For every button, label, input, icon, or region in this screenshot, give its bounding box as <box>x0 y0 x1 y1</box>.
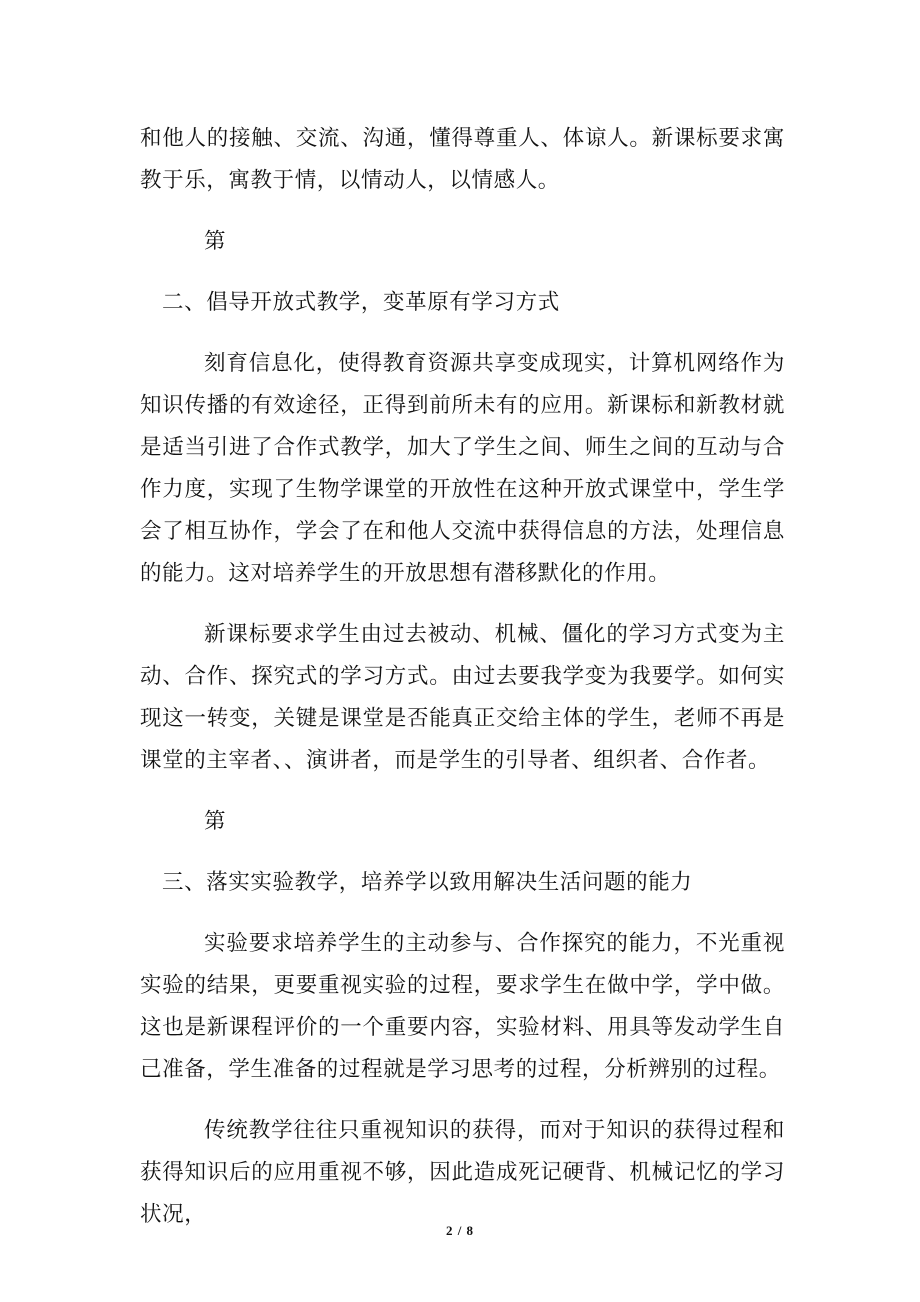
paragraph-continuation: 和他人的接触、交流、沟通，懂得尊重人、体谅人。新课标要求寓教于乐，寓教于情，以情动人，以情感人。 <box>140 126 785 193</box>
section-heading: 二、倡导开放式教学，变革原有学习方式 <box>162 290 560 315</box>
section-marker: 第 <box>204 809 227 834</box>
section-heading: 三、落实实验教学，培养学以致用解决生活问题的能力 <box>162 870 693 895</box>
body-paragraph: 刻育信息化，使得教育资源共享变成现实，计算机网络作为知识传播的有效途径，正得到前所未有的应用。新课标和新教材就是适当引进了合作式教学，加大了学生之间、师生之间的互动与合作力度，实现了生物学课堂的开放性在这种开放式课堂中，学生学会了相互协作，学会了在和他人交流中获得信息的方法，处理信息的能力。这对培养学生的开放思想有潜移默化的作用。 <box>140 351 785 586</box>
body-paragraph: 传统教学往往只重视知识的获得，而对于知识的获得过程和获得知识后的应用重视不够，因此造成死记硬背、机械记忆的学习状况， <box>140 1118 785 1227</box>
page-body <box>140 118 785 1236</box>
body-paragraph: 实验要求培养学生的主动参与、合作探究的能力，不光重视实验的结果，更要重视实验的过程，要求学生在做中学，学中做。这也是新课程评价的一个重要内容，实验材料、用具等发动学生自己准备，学生准备的过程就是学习思考的过程，分析辨别的过程。 <box>140 931 785 1082</box>
section-marker: 第 <box>204 229 227 254</box>
body-paragraph: 新课标要求学生由过去被动、机械、僵化的学习方式变为主动、合作、探究式的学习方式。由过去要我学变为我要学。如何实现这一转变，关键是课堂是否能真正交给主体的学生，老师不再是课堂的主宰者、、演讲者，而是学生的引导者、组织者、合作者。 <box>140 622 785 773</box>
page-number: 2 / 8 <box>445 1223 475 1238</box>
